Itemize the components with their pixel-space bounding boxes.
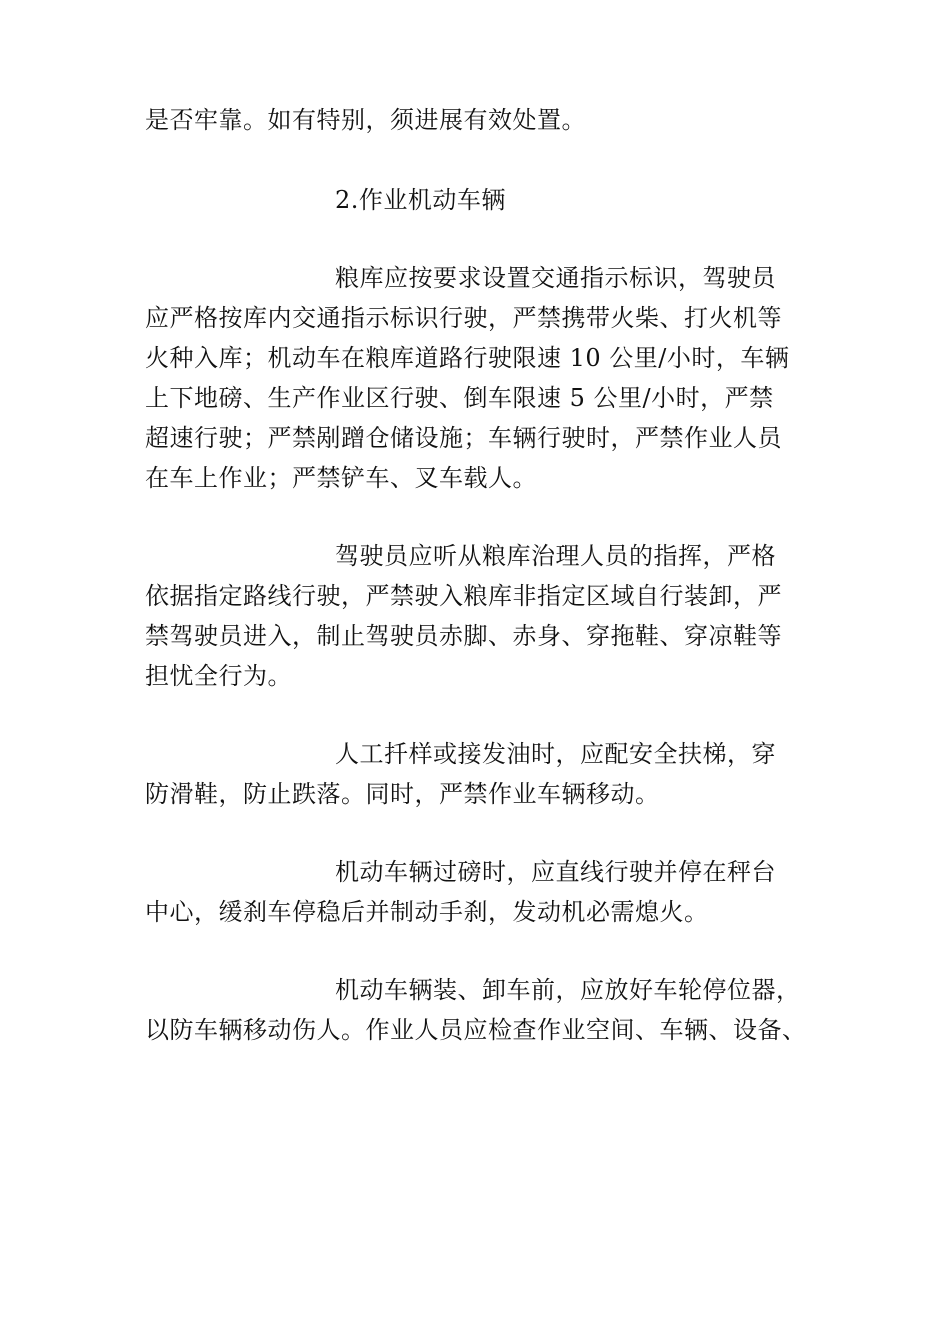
text-line: 上下地磅、生产作业区行驶、倒车限速 5 公里/小时，严禁: [145, 384, 774, 412]
text-line: 中心，缓刹车停稳后并制动手刹，发动机必需熄火。: [145, 898, 709, 926]
text-line: 人工扦样或接发油时，应配安全扶梯，穿: [335, 740, 776, 768]
text-line: 是否牢靠。如有特别，须进展有效处置。: [145, 106, 586, 134]
text-line: 担忧全行为。: [145, 662, 292, 690]
text-line: 机动车辆装、卸车前，应放好车轮停位器，: [335, 976, 801, 1004]
text-line: 应严格按库内交通指示标识行驶，严禁携带火柴、打火机等: [145, 304, 782, 332]
text-line: 禁驾驶员进入，制止驾驶员赤脚、赤身、穿拖鞋、穿凉鞋等: [145, 622, 782, 650]
text-line: 依据指定路线行驶，严禁驶入粮库非指定区域自行装卸，严: [145, 582, 782, 610]
text-line: 粮库应按要求设置交通指示标识，驾驶员: [335, 264, 776, 292]
text-line: 火种入库；机动车在粮库道路行驶限速 10 公里/小时，车辆: [145, 344, 790, 372]
text-line: 驾驶员应听从粮库治理人员的指挥，严格: [335, 542, 776, 570]
section-heading: 2.作业机动车辆: [335, 186, 506, 214]
text-line: 机动车辆过磅时，应直线行驶并停在秤台: [335, 858, 776, 886]
text-line: 以防车辆移动伤人。作业人员应检查作业空间、车辆、设备、: [145, 1016, 807, 1044]
text-line: 在车上作业；严禁铲车、叉车载人。: [145, 464, 537, 492]
text-line: 防滑鞋，防止跌落。同时，严禁作业车辆移动。: [145, 780, 660, 808]
text-line: 超速行驶；严禁剐蹭仓储设施；车辆行驶时，严禁作业人员: [145, 424, 782, 452]
